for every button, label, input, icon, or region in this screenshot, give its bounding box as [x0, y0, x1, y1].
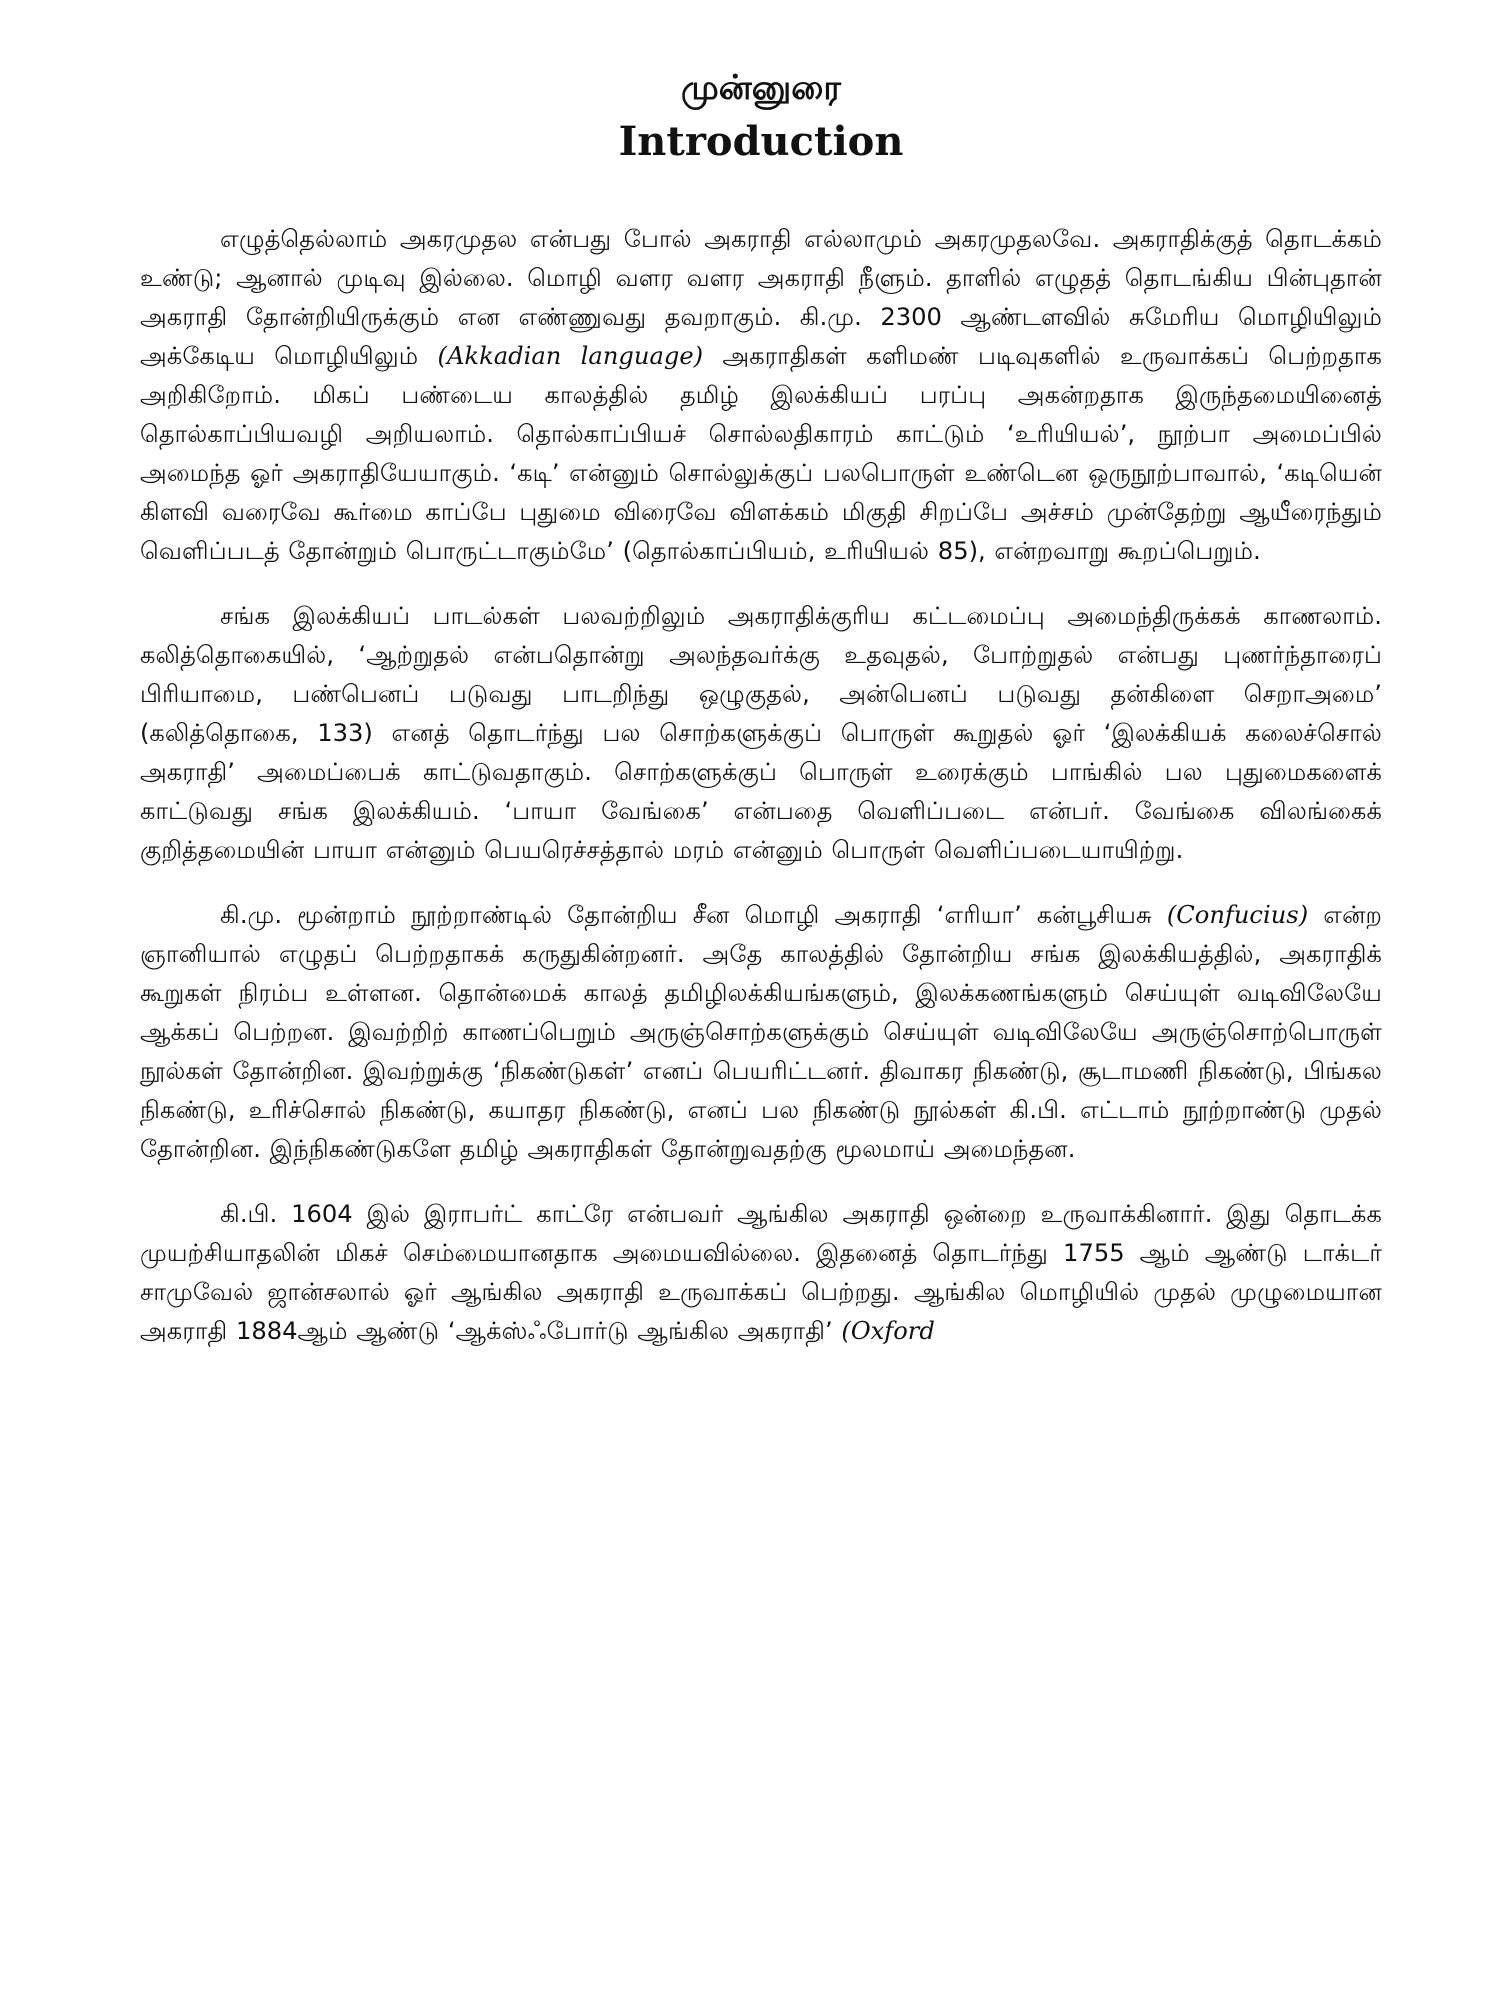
- document-page: [140, 62, 1382, 1982]
- paragraph-3-latin-term: (Confucius): [1166, 901, 1309, 929]
- paragraph-1-latin-term: (Akkadian language): [437, 342, 704, 370]
- paragraph-3-text-a: கி.மு. மூன்றாம் நூற்றாண்டில் தோன்றிய சீன மொழி அகராதி ‘எரியா’ கன்பூசியசு: [220, 901, 1167, 929]
- paragraph-2-text: சங்க இலக்கியப் பாடல்கள் பலவற்றிலும் அகராதிக்குரிய கட்டமைப்பு அமைந்திருக்கக் காணலாம். கலித்தொகையில், ‘ஆற்றுதல் என்பதொன்று அலந்தவர்க்கு உதவுதல், போற்றுதல் என்பது புணர்ந்தாரைப் பிரியாமை, பண்பெனப் படுவது பாடறிந்து ஒழுகுதல், அன்பெனப் படுவது தன்கிளை செறாஅமை’ (கலித்தொகை, 133) எனத் தொடர்ந்து பல சொற்களுக்குப் பொருள் கூறுதல் ஓர் ‘இலக்கியக் கலைச்சொல் அகராதி’ அமைப்பைக் காட்டுவதாகும். சொற்களுக்குப் பொருள் உரைக்கும் பாங்கில் பல புதுமைகளைக் காட்டுவது சங்க இலக்கியம். ‘பாயா வேங்கை’ என்பதை வெளிப்படை என்பர். வேங்கை விலங்கைக் குறித்தமையின் பாயா என்னும் பெயரெச்சத்தால் மரம் என்னும் பொருள் வெளிப்படையாயிற்று.: [140, 602, 1382, 864]
- paragraph-4-latin-term: (Oxford: [841, 1317, 935, 1345]
- page-title-english: Introduction: [618, 118, 904, 165]
- paragraph-1-text-b: அகராதிகள் களிமண் படிவுகளில் உருவாக்கப் பெற்றதாக அறிகிறோம். மிகப் பண்டைய காலத்தில் தமிழ் இலக்கியப் பரப்பு அகன்றதாக இருந்தமையினைத் தொல்காப்பியவழி அறியலாம். தொல்காப்பியச் சொல்லதிகாரம் காட்டும் ‘உரியியல்’, நூற்பா அமைப்பில் அமைந்த ஓர் அகராதியேயாகும். ‘கடி’ என்னும் சொல்லுக்குப் பலபொருள் உண்டென ஒருநூற்பாவால், ‘கடியென் கிளவி வரைவே கூர்மை காப்பே புதுமை விரைவே விளக்கம் மிகுதி சிறப்பே அச்சம் முன்தேற்று ஆயீரைந்தும் வெளிப்படத் தோன்றும் பொருட்டாகும்மே’ (தொல்காப்பியம், உரியியல் 85), என்றவாறு கூறப்பெறும்.: [140, 342, 1382, 565]
- paragraph-1-text-a: எழுத்தெல்லாம் அகரமுதல என்பது போல் அகராதி எல்லாமும் அகரமுதலவே. அகராதிக்குத் தொடக்கம் உண்டு; ஆனால் முடிவு இல்லை. மொழி வளர வளர அகராதி நீளும். தாளில் எழுதத் தொடங்கிய பின்புதான் அகராதி தோன்றியிருக்கும் என எண்ணுவது தவறாகும். கி.மு. 2300 ஆண்டளவில் சுமேரிய மொழியிலும் அக்கேடிய மொழியிலும்: [140, 225, 1382, 370]
- paragraph-1: [140, 220, 1382, 571]
- paragraph-4-text-a: கி.பி. 1604 இல் இராபர்ட் காட்ரே என்பவர் ஆங்கில அகராதி ஒன்றை உருவாக்கினார். இது தொடக்க முயற்சியாதலின் மிகச் செம்மையானதாக அமையவில்லை. இதனைத் தொடர்ந்து 1755 ஆம் ஆண்டு டாக்டர் சாமுவேல் ஜான்சலால் ஓர் ஆங்கில அகராதி உருவாக்கப் பெற்றது. ஆங்கில மொழியில் முதல் முழுமையான அகராதி 1884ஆம் ஆண்டு ‘ஆக்ஸ்ஃபோர்டு ஆங்கில அகராதி’: [140, 1200, 1382, 1345]
- paragraph-3-text-b: என்ற ஞானியால் எழுதப் பெற்றதாகக் கருதுகின்றனர். அதே காலத்தில் தோன்றிய சங்க இலக்கியத்தில், அகராதிக் கூறுகள் நிரம்ப உள்ளன. தொன்மைக் காலத் தமிழிலக்கியங்களும், இலக்கணங்களும் செய்யுள் வடிவிலேயே ஆக்கப் பெற்றன. இவற்றிற் காணப்பெறும் அருஞ்சொற்களுக்கும் செய்யுள் வடிவிலேயே அருஞ்சொற்பொருள் நூல்கள் தோன்றின. இவற்றுக்கு ‘நிகண்டுகள்’ எனப் பெயரிட்டனர். திவாகர நிகண்டு, சூடாமணி நிகண்டு, பிங்கல நிகண்டு, உரிச்சொல் நிகண்டு, கயாதர நிகண்டு, எனப் பல நிகண்டு நூல்கள் கி.பி. எட்டாம் நூற்றாண்டு முதல் தோன்றின. இந்நிகண்டுகளே தமிழ் அகராதிகள் தோன்றுவதற்கு மூலமாய் அமைந்தன.: [140, 901, 1382, 1163]
- paragraph-2: [140, 597, 1382, 870]
- paragraph-4: [140, 1195, 1382, 1351]
- paragraph-3: [140, 896, 1382, 1169]
- page-title-tamil: முன்னுரை: [681, 68, 841, 108]
